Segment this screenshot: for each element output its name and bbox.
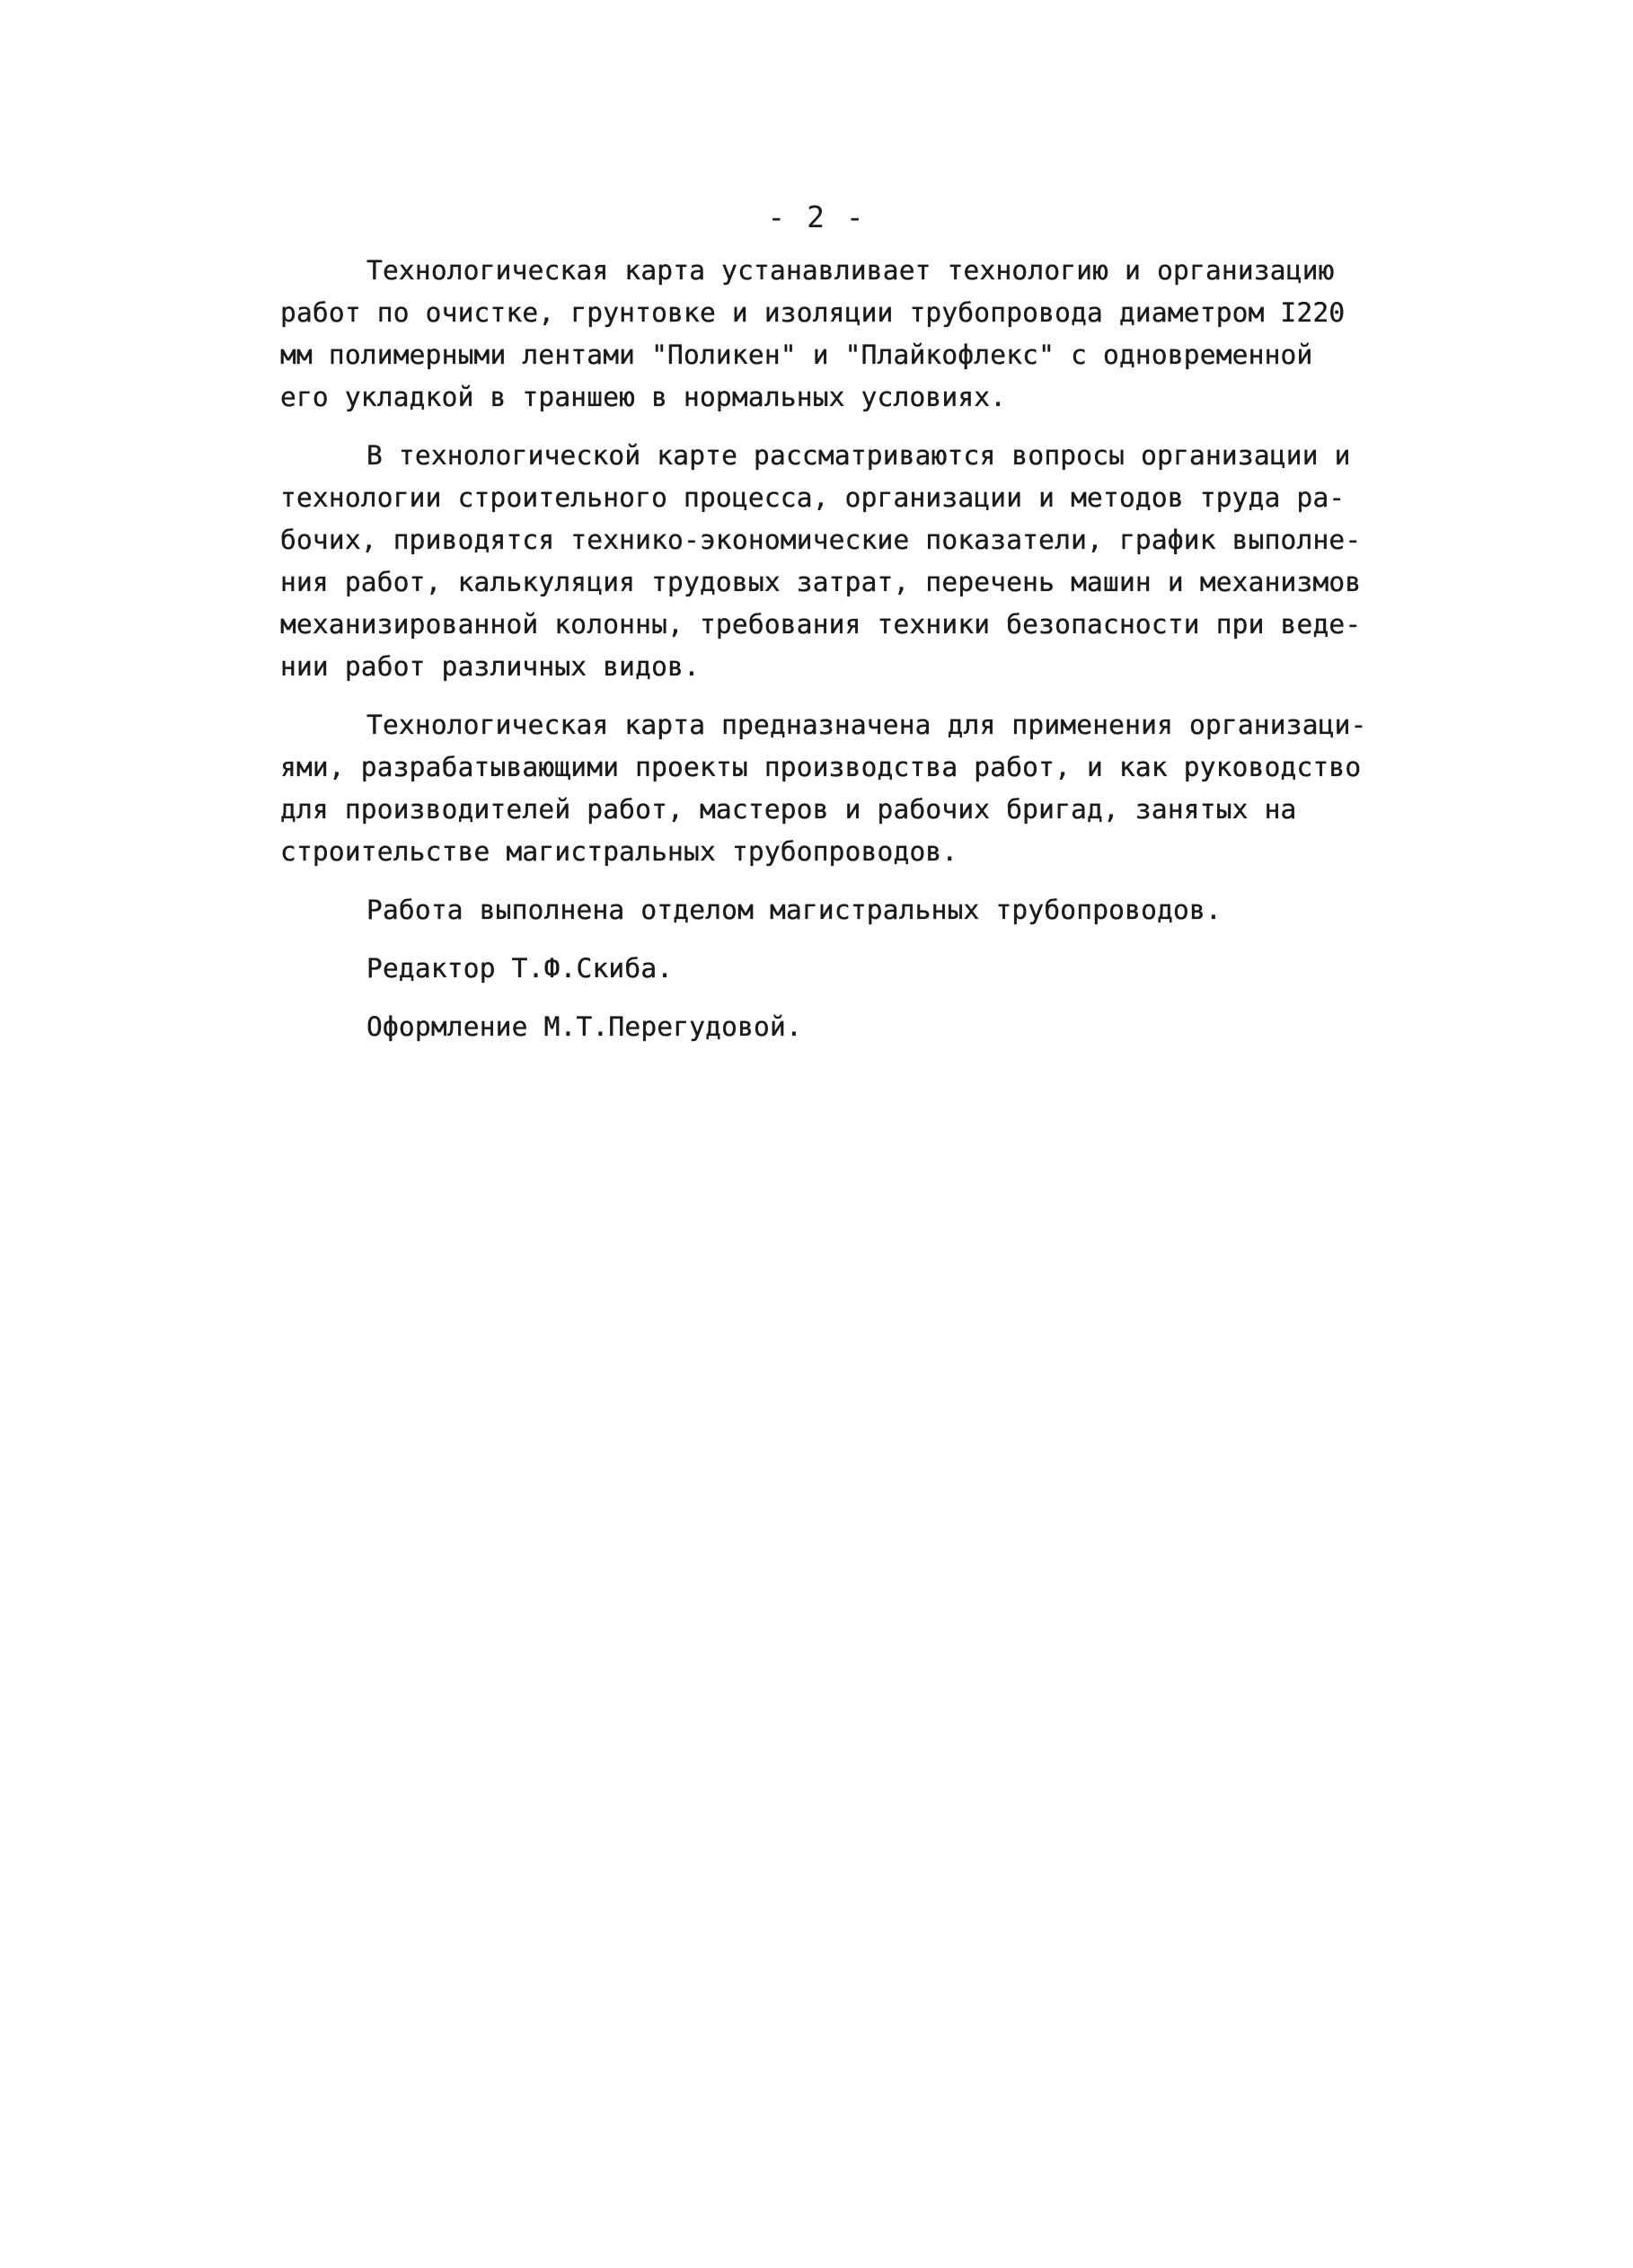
paragraph-editor: [280, 948, 1448, 990]
text-line: механизированной колонны, требования техники безопасности при веде-: [280, 609, 1362, 640]
text-line: Оформление М.Т.Перегудовой.: [366, 1011, 802, 1042]
text-line: В технологической карте рассматриваются вопросы организации и: [366, 440, 1351, 471]
paragraph-gap: [280, 419, 1448, 435]
text-line: Редактор Т.Ф.Скиба.: [366, 953, 674, 984]
text-line: Технологическая карта предназначена для применения организаци-: [366, 710, 1367, 740]
text-line: ния работ, калькуляция трудовых затрат, перечень машин и механизмов: [280, 567, 1362, 597]
paragraph-author-department: [280, 889, 1448, 931]
text-line: Работа выполнена отделом магистральных трубопроводов.: [366, 895, 1222, 925]
text-line: технологии строительного процесса, организации и методов труда ра-: [280, 482, 1346, 513]
paragraph-gap: [280, 688, 1448, 704]
paragraph-gap: [280, 931, 1448, 948]
text-line: его укладкой в траншею в нормальных условиях.: [280, 382, 1007, 412]
paragraph-scope: [280, 250, 1448, 419]
text-line: мм полимерными лентами "Поликен" и "Плайкофлекс" с одновременной: [280, 340, 1313, 370]
text-line: нии работ различных видов.: [280, 651, 700, 682]
text-line: работ по очистке, грунтовке и изоляции трубопровода диаметром I220: [280, 297, 1346, 328]
page-number: - 2 -: [767, 199, 866, 234]
text-line: бочих, приводятся технико-экономические показатели, график выполне-: [280, 525, 1362, 555]
paragraph-purpose: [280, 704, 1448, 873]
text-line: Технологическая карта устанавливает технологию и организацию: [366, 255, 1335, 286]
paragraph-contents: [280, 435, 1448, 688]
paragraph-gap: [280, 990, 1448, 1006]
document-body: [280, 250, 1448, 1048]
paragraph-design: [280, 1006, 1448, 1048]
text-line: для производителей работ, мастеров и рабочих бригад, занятых на: [280, 794, 1297, 825]
paragraph-gap: [280, 873, 1448, 889]
text-line: ями, разрабатывающими проекты производства работ, и как руководство: [280, 752, 1362, 782]
text-line: строительстве магистральных трубопроводов.: [280, 836, 958, 867]
